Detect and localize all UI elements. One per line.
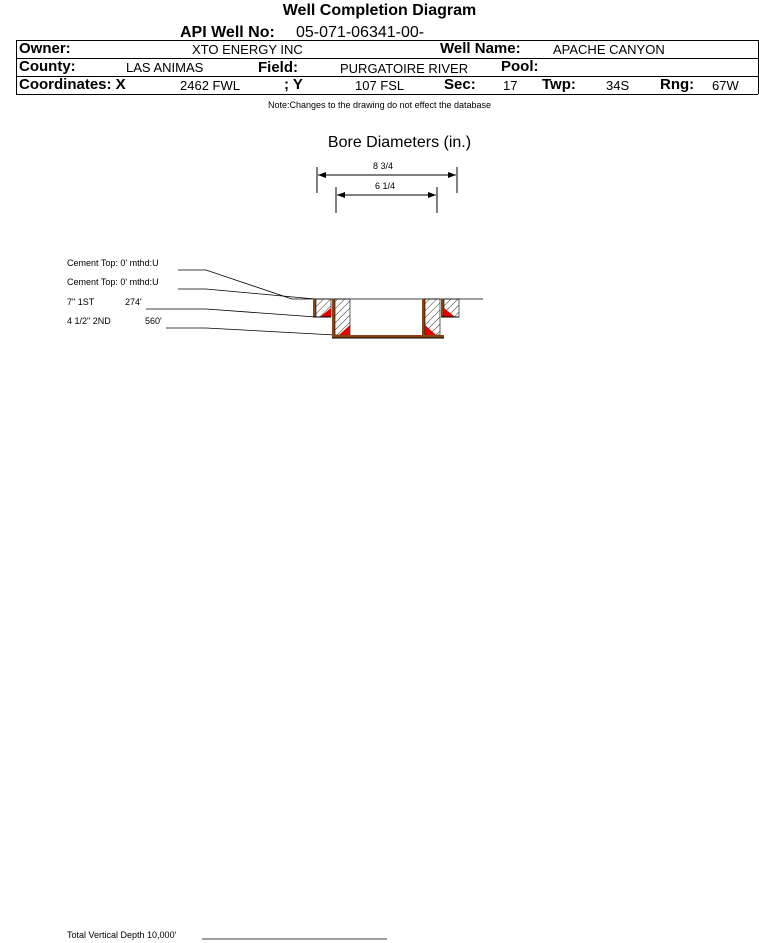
owner-label: Owner: — [19, 40, 71, 57]
sec-label: Sec: — [444, 76, 476, 93]
well-name-label: Well Name: — [440, 40, 521, 57]
twp-label: Twp: — [542, 76, 576, 93]
owner-value: XTO ENERGY INC — [192, 42, 303, 57]
api-well-no-label: API Well No: — [180, 24, 275, 41]
leader-casing-7in — [146, 309, 316, 317]
inner-bore-label: 6 1/4 — [375, 181, 396, 191]
disclaimer-note: Note:Changes to the drawing do not effect the database — [268, 100, 491, 110]
rng-value: 67W — [712, 78, 739, 93]
cement-top-label-1: Cement Top: 0' mthd:U — [67, 258, 159, 268]
field-value: PURGATOIRE RIVER — [340, 61, 469, 76]
cement-top-label-2: Cement Top: 0' mthd:U — [67, 277, 159, 287]
leader-lines — [146, 270, 335, 335]
pool-label: Pool: — [501, 58, 539, 75]
coordinates-y-label: ; Y — [284, 76, 303, 93]
leader-cement-top-2 — [178, 289, 315, 299]
leader-casing-4half — [166, 328, 335, 335]
sec-value: 17 — [503, 78, 518, 93]
wellbore-right — [422, 299, 459, 337]
total-vertical-depth: Total Vertical Depth 10,000' — [67, 930, 177, 940]
casing-4half-depth: 560' — [145, 316, 162, 326]
casing-7in-depth: 274' — [125, 297, 142, 307]
casing-7in-label: 7" 1ST — [67, 297, 95, 307]
inner-bore-dimension — [336, 187, 437, 213]
diagram-title: Well Completion Diagram — [282, 2, 477, 19]
api-well-no-value: 05-071-06341-00- — [296, 24, 425, 41]
coordinates-y-value: 107 FSL — [355, 78, 405, 93]
outer-bore-dimension — [317, 167, 457, 193]
wellbore-left — [313, 299, 350, 337]
twp-value: 34S — [606, 78, 630, 93]
rng-label: Rng: — [660, 76, 695, 93]
field-label: Field: — [258, 59, 298, 76]
leader-cement-top-1 — [178, 270, 292, 299]
well-name-value: APACHE CANYON — [553, 42, 665, 57]
county-label: County: — [19, 58, 76, 75]
bore-diameters-title: Bore Diameters (in.) — [327, 134, 472, 151]
coordinates-x-value: 2462 FWL — [180, 78, 240, 93]
outer-bore-label: 8 3/4 — [373, 161, 394, 171]
casing-4half-label: 4 1/2" 2ND — [67, 316, 111, 326]
coordinates-x-label: Coordinates: X — [19, 76, 126, 93]
county-value: LAS ANIMAS — [126, 60, 204, 75]
